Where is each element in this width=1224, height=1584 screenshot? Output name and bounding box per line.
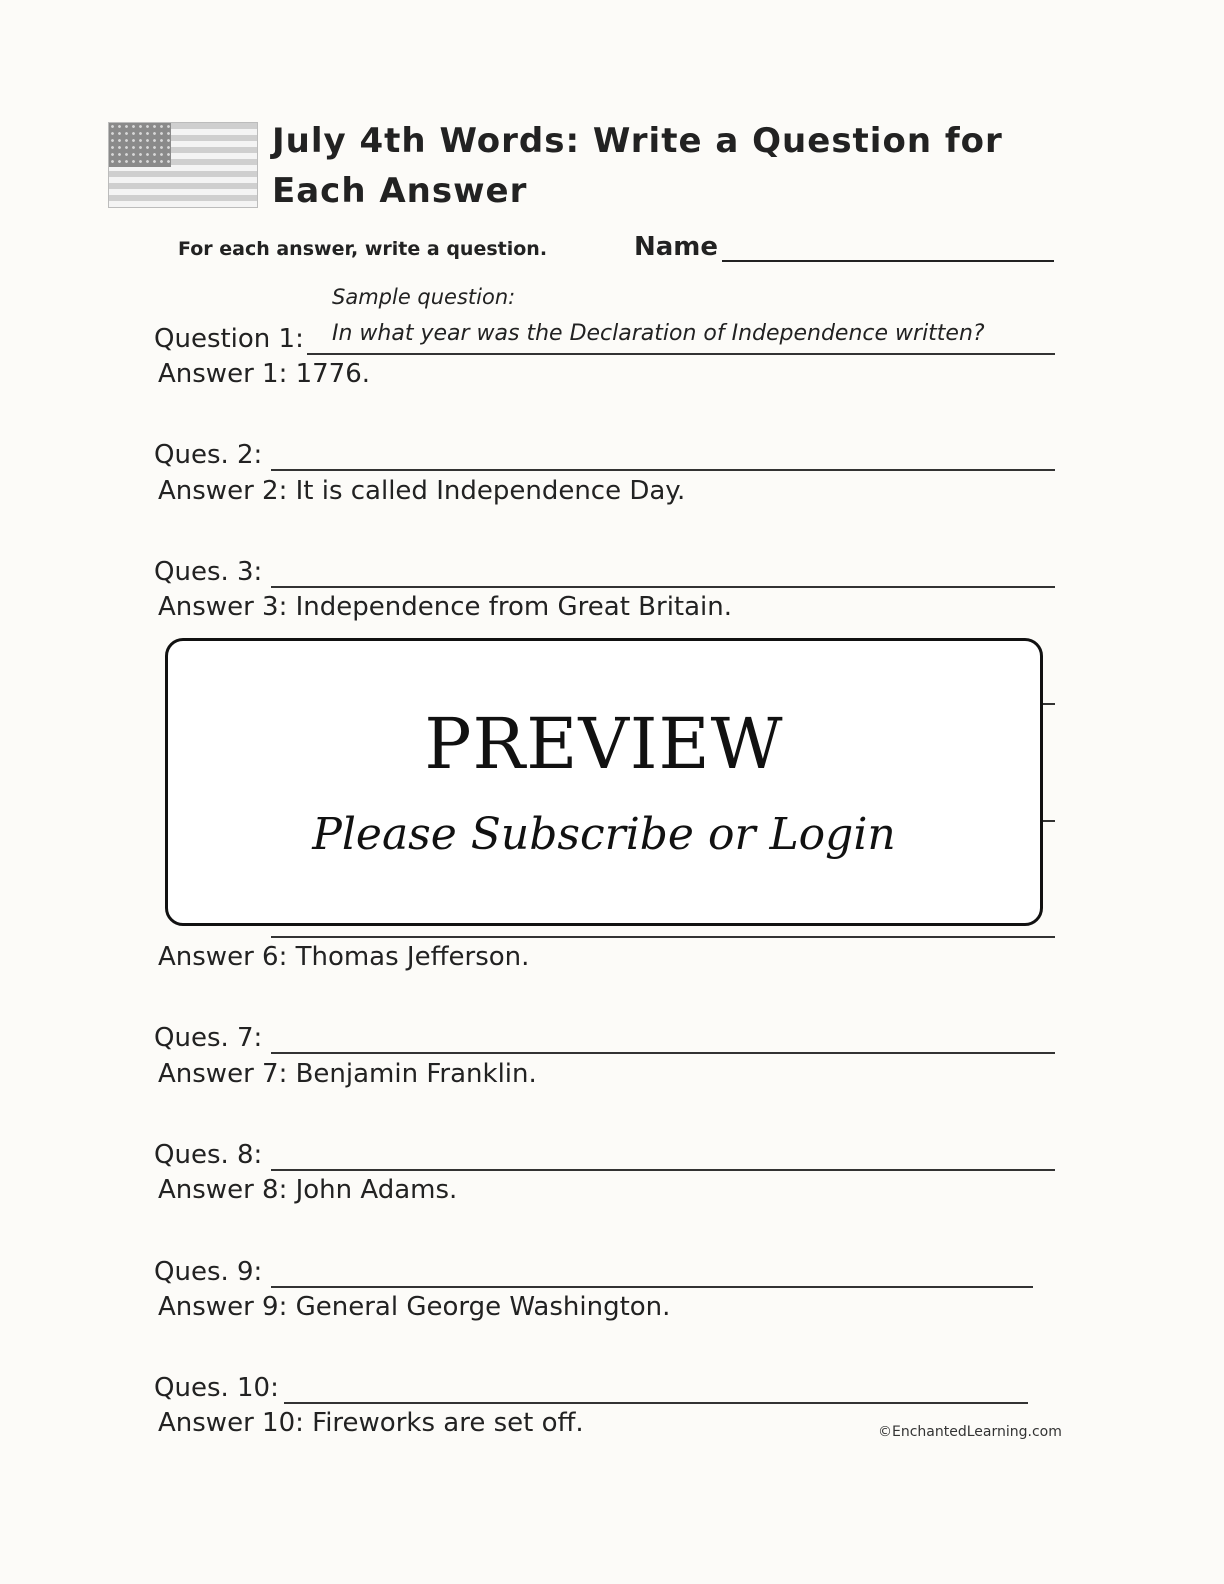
us-flag-icon xyxy=(108,122,258,208)
question-10-line[interactable] xyxy=(284,1402,1028,1404)
question-10-label: Ques. 10: xyxy=(154,1373,279,1403)
sample-question-text: In what year was the Declaration of Independence written? xyxy=(332,321,985,346)
answer-6-text: Answer 6: Thomas Jefferson. xyxy=(158,942,530,972)
question-7-label: Ques. 7: xyxy=(154,1023,263,1053)
instructions-text: For each answer, write a question. xyxy=(178,238,548,260)
question-2-label: Ques. 2: xyxy=(154,440,263,470)
question-1-line[interactable] xyxy=(307,353,1055,355)
question-3-label: Ques. 3: xyxy=(154,557,263,587)
answer-1-text: Answer 1: 1776. xyxy=(158,359,371,389)
question-8-line[interactable] xyxy=(271,1169,1055,1171)
question-6-line[interactable] xyxy=(271,936,1055,938)
answer-7-text: Answer 7: Benjamin Franklin. xyxy=(158,1059,537,1089)
flag-canton xyxy=(109,123,171,167)
answer-8-text: Answer 8: John Adams. xyxy=(158,1175,458,1205)
answer-9-text: Answer 9: General George Washington. xyxy=(158,1292,671,1322)
name-label: Name xyxy=(634,232,719,262)
question-9-line[interactable] xyxy=(271,1286,1033,1288)
question-2-line[interactable] xyxy=(271,469,1055,471)
sample-question-label: Sample question: xyxy=(332,285,516,309)
page-title: July 4th Words: Write a Question for Each Answer xyxy=(272,121,1003,211)
preview-title: PREVIEW xyxy=(424,703,784,785)
name-field-line[interactable] xyxy=(722,260,1054,262)
question-7-line[interactable] xyxy=(271,1052,1055,1054)
question-1-label: Question 1: xyxy=(154,324,304,354)
question-9-label: Ques. 9: xyxy=(154,1257,263,1287)
question-8-label: Ques. 8: xyxy=(154,1140,263,1170)
copyright-text: ©EnchantedLearning.com xyxy=(878,1424,1062,1440)
answer-3-text: Answer 3: Independence from Great Britain. xyxy=(158,592,733,622)
question-3-line[interactable] xyxy=(271,586,1055,588)
preview-overlay[interactable] xyxy=(165,638,1043,926)
subscribe-login-link[interactable]: Please Subscribe or Login xyxy=(312,809,896,860)
answer-2-text: Answer 2: It is called Independence Day. xyxy=(158,476,686,506)
answer-10-text: Answer 10: Fireworks are set off. xyxy=(158,1408,584,1438)
